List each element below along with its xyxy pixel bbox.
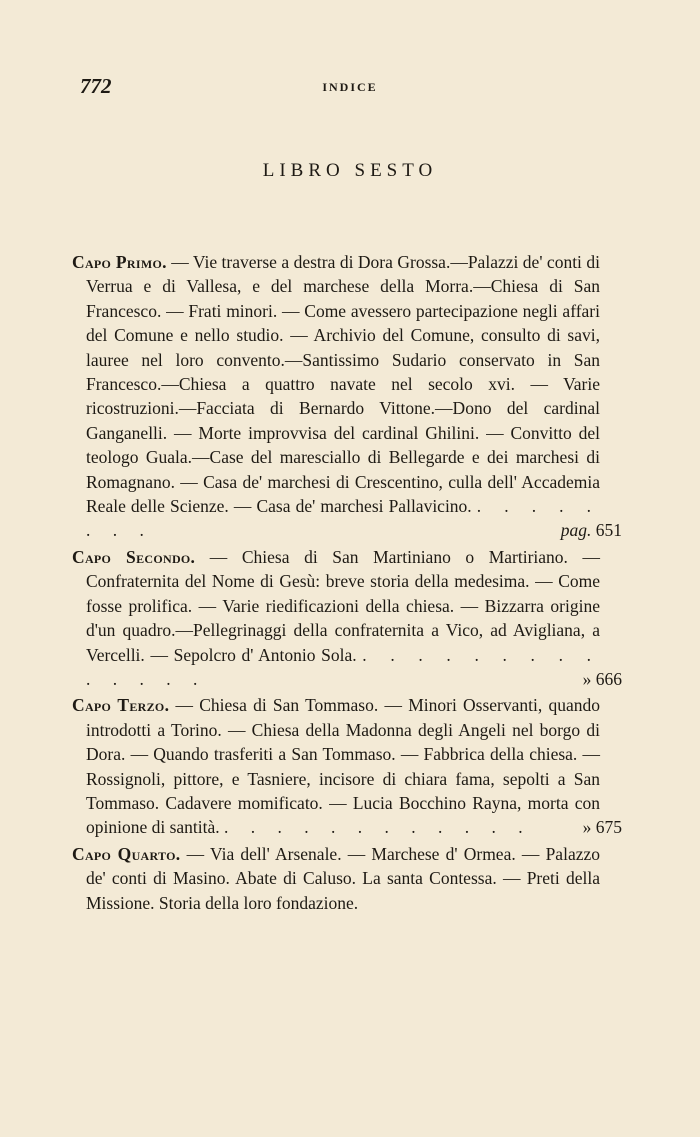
toc-entry-capo-quarto: [72, 842, 600, 915]
chapter-summary: — Chiesa di San Martiniano o Martiriano. — Confraternita del Nome di Gesù: breve storia della medesima. — Come fosse prolifica. — Varie riedificazioni della chiesa. — Bizzarra origine d'un quadro.—Pellegrinaggi della confraternita a Vico, ad Avigliana, a Vercelli. — Sepolcro d' Antonio Sola.: [86, 546, 600, 665]
chapter-label: Capo Secondo.: [72, 546, 196, 567]
page-label: pag.: [560, 520, 592, 541]
toc-entry-capo-secondo: [72, 545, 622, 691]
chapter-label: Capo Quarto.: [72, 843, 181, 864]
toc-entry-capo-primo: [72, 250, 622, 543]
table-of-contents: [72, 250, 622, 917]
page-reference: [582, 815, 622, 839]
chapter-summary: — Via dell' Arsenale. — Marchese d' Ormea. — Palazzo de' conti di Masino. Abate di Caluso. La santa Contessa. — Preti della Missione. Storia della loro fondazione.: [86, 843, 600, 913]
chapter-label: Capo Terzo.: [72, 695, 170, 716]
page-reference: [560, 518, 622, 542]
page-reference: [582, 667, 622, 691]
book-title: LIBRO SESTO: [262, 160, 438, 181]
chapter-summary: — Chiesa di San Tommaso. — Minori Osservanti, quando introdotti a Torino. — Chiesa della Madonna degli Angeli nel borgo di Dora. — Quando trasferiti a San Tommaso. — Fabbrica della chiesa. — Rossignoli, pittore, e Tasniere, incisore di chiara fama, sepolti a San Tommaso. Cadavere momificato. — Lucia Bocchino Rayna, morta con opinione di santità.: [86, 695, 601, 838]
page-number: 772: [80, 74, 112, 98]
dot-leaders: . . . . . . . . . . . . . .: [86, 644, 601, 689]
dot-leaders: . . . . . . . . . . . .: [224, 817, 532, 838]
page-label: »: [582, 817, 592, 838]
page-number-ref: 666: [595, 668, 622, 689]
chapter-label: Capo Primo.: [72, 252, 167, 272]
chapter-summary: — Vie traverse a destra di Dora Grossa.—Palazzi de' conti di Verrua e di Vallesa, e del marchese della Morra.—Chiesa di San Francesco. — Frati minori. — Come avessero partecipazione negli affari del Comune e nello studio. — Archivio del Comune, consulto di savi, lauree nel loro convento.—Santissimo Sudario conservato in San Francesco.—Chiesa a quattro navate nel secolo xvi. — Varie ricostruzioni.—Facciata di Bernardo Vittone.—Dono del cardinal Ganganelli. — Morte improvvisa del cardinal Ghilini. — Convitto del teologo Guala.—Case del maresciallo di Bellegarde e dei marchesi di Romagnano. — Casa de' marchesi di Crescentino, culla dell' Accademia Reale delle Scienze. — Casa de' marchesi Pallavicino.: [86, 252, 600, 517]
dot-leaders: . . . . . . . .: [86, 496, 600, 541]
page-label: »: [582, 668, 592, 689]
page-number-ref: 675: [595, 817, 622, 838]
page-number-ref: 651: [595, 520, 622, 541]
running-title: INDICE: [322, 80, 378, 94]
toc-entry-capo-terzo: [72, 693, 622, 839]
page-header: [80, 74, 620, 104]
